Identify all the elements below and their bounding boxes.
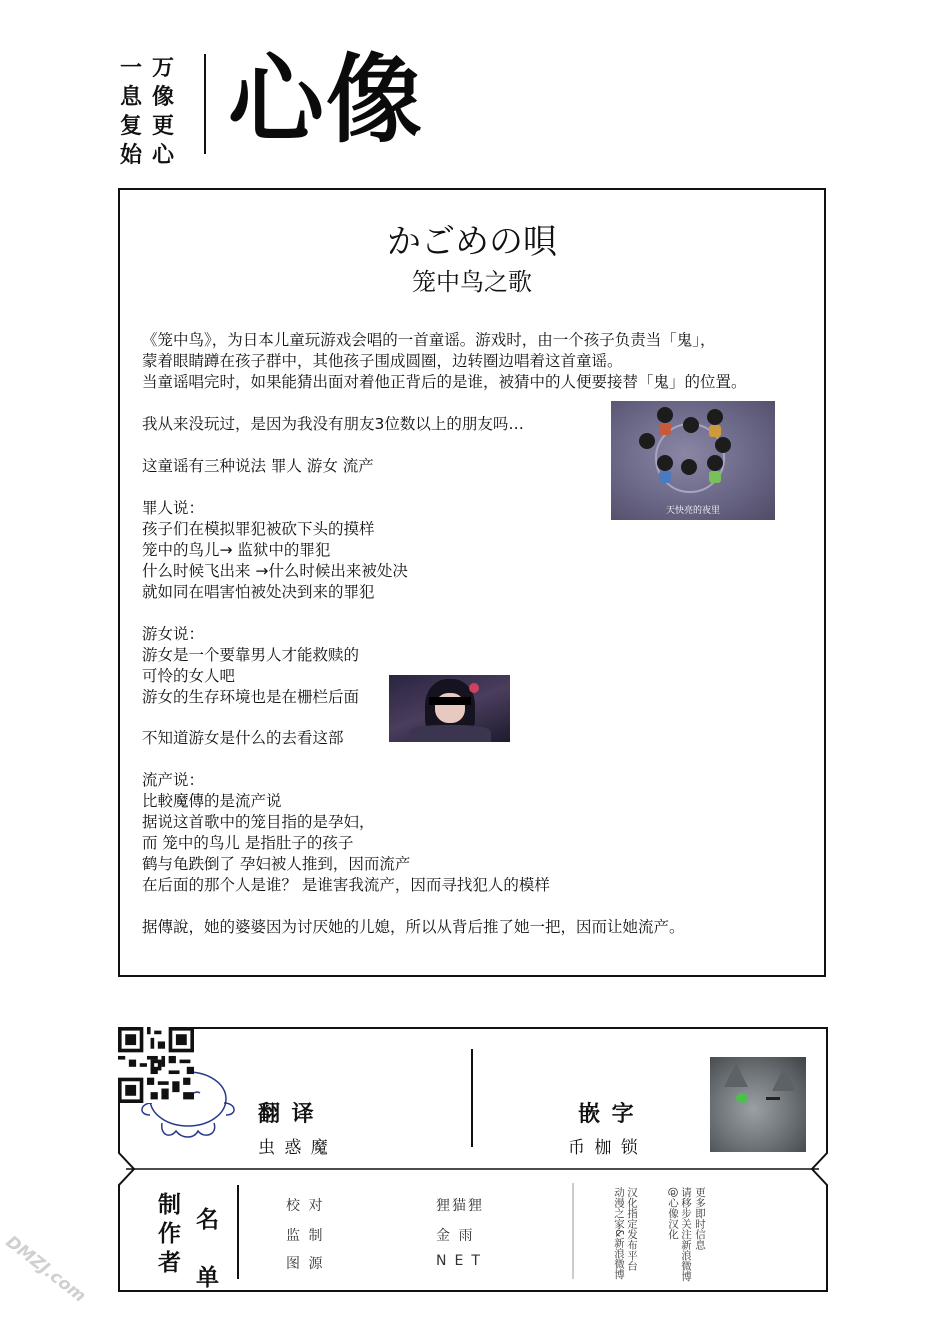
- slogan-char: 息: [119, 85, 142, 110]
- typesetter-name: 币 枷 锁: [568, 1138, 640, 1158]
- staff-heading-right: [196, 1191, 219, 1307]
- text-line: 游女是一个要靠男人才能救赎的: [142, 646, 360, 664]
- kid-body: [709, 425, 721, 437]
- text-line: 据说这首歌中的笼目指的是孕妇，: [142, 813, 375, 831]
- text-line: 罪人说：: [142, 499, 205, 517]
- credits-box: [118, 1027, 829, 1292]
- staff-heading-char: 制: [158, 1192, 181, 1218]
- text-line: 鹤与龟跌倒了 孕妇被人推到，因而流产: [142, 855, 411, 873]
- proofread-label: 校 对: [286, 1198, 325, 1214]
- typeset-label: 嵌 字: [578, 1102, 636, 1127]
- staff-heading-char: 名: [196, 1207, 219, 1233]
- vertical-note: 更多即时信息: [694, 1187, 706, 1250]
- slogan-char: 复: [119, 114, 142, 139]
- vertical-note: 请移步关注新浪微博: [680, 1187, 692, 1282]
- slogan-char: 更: [151, 114, 174, 139]
- staff-heading-char: 者: [158, 1250, 181, 1276]
- slogan-right-column: [150, 54, 176, 170]
- kid-head: [639, 433, 655, 449]
- slogan-char: 万: [151, 56, 174, 81]
- vertical-note: 动漫之家&新浪微博: [613, 1187, 625, 1280]
- header-divider: [204, 54, 206, 154]
- text-line: 游女的生存环境也是在栅栏后面: [142, 688, 360, 706]
- translate-label: 翻 译: [258, 1102, 316, 1127]
- text-line: 这童谣有三种说法 罪人 游女 流产: [142, 457, 374, 475]
- supervise-label: 监 制: [286, 1228, 325, 1244]
- slogan-left-column: [118, 54, 144, 170]
- kid-body: [659, 423, 671, 435]
- text-line: 孩子们在模拟罪犯被砍下头的摸样: [142, 520, 375, 538]
- text-line: 什么时候飞出来 →什么时候出来被处决: [142, 562, 408, 580]
- text-line: 笼中的鸟儿→ 监狱中的罪犯: [142, 541, 331, 559]
- qr-code: [118, 1027, 194, 1103]
- kid-head: [707, 455, 723, 471]
- text-line: 比較魔傳的是流产说: [142, 792, 282, 810]
- anime-character-image: [389, 675, 510, 742]
- article-box: [118, 188, 826, 977]
- text-line: 游女说：: [142, 625, 205, 643]
- title-japanese: かごめの唄: [387, 222, 557, 262]
- kid-head: [657, 455, 673, 471]
- kagome-game-image: [611, 401, 775, 520]
- kid-head: [681, 459, 697, 475]
- slogan-char: 心: [151, 143, 174, 168]
- text-line: 不知道游女是什么的去看这部: [142, 729, 344, 747]
- kid-head: [707, 409, 723, 425]
- source-label: 图 源: [286, 1256, 325, 1272]
- cat-ear: [772, 1067, 796, 1091]
- text-line: 蒙着眼睛蹲在孩子群中，其他孩子围成圆圈，边转圈边唱着这首童谣。: [142, 352, 623, 370]
- staff-heading-char: 作: [158, 1221, 181, 1247]
- text-line: 我从来没玩过，是因为我没有朋友3位数以上的朋友吗…: [142, 415, 524, 433]
- text-line: 而 笼中的鸟儿 是指肚子的孩子: [142, 834, 354, 852]
- staff-heading-char: 单: [196, 1265, 219, 1291]
- text-line: 据傳說，她的婆婆因为讨厌她的儿媳，所以从背后推了她一把，因而让她流产。: [142, 918, 685, 936]
- text-line: 在后面的那个人是谁？ 是谁害我流产，因而寻找犯人的模样: [142, 876, 550, 894]
- vertical-note: @心像汉化: [667, 1187, 679, 1240]
- text-line: 《笼中鸟》，为日本儿童玩游戏会唱的一首童谣。游戏时，由一个孩子负责当「鬼」，: [142, 331, 716, 349]
- translator-name: 虫 惑 魔: [258, 1138, 330, 1158]
- text-line: 流产说：: [142, 771, 205, 789]
- image-caption: 天快亮的夜里: [665, 506, 720, 516]
- cat-eye: [736, 1093, 748, 1103]
- censor-bar: [429, 697, 471, 705]
- title-chinese: 笼中鸟之歌: [412, 268, 532, 296]
- slogan-char: 像: [151, 85, 174, 110]
- kid-body: [659, 471, 671, 483]
- supervisor-name: 金 雨: [436, 1228, 475, 1244]
- cat-eye-closed: [766, 1097, 780, 1100]
- source-name: NET: [436, 1253, 488, 1269]
- shoulders-shape: [409, 725, 491, 742]
- vertical-note: 汉化指定发布平台: [626, 1187, 638, 1271]
- cat-photo: [710, 1057, 806, 1152]
- kid-head: [657, 407, 673, 423]
- kid-head: [683, 417, 699, 433]
- staff-heading-left: [158, 1191, 181, 1278]
- text-line: 就如同在唱害怕被处决到来的罪犯: [142, 583, 375, 601]
- text-line: 当童谣唱完时，如果能猜出面对着他正背后的是谁，被猜中的人便要接替「鬼」的位置。: [142, 373, 747, 391]
- proofreader-name: 狸猫狸: [436, 1198, 484, 1214]
- kid-body: [709, 471, 721, 483]
- text-line: 可怜的女人吧: [142, 667, 236, 685]
- slogan-char: 一: [119, 56, 142, 81]
- logo: 心像: [228, 43, 424, 156]
- hair-ornament: [469, 683, 479, 693]
- slogan-char: 始: [119, 143, 142, 168]
- kid-head: [715, 437, 731, 453]
- cat-ear: [724, 1063, 748, 1087]
- watermark: DMZJ.com: [1, 1232, 90, 1307]
